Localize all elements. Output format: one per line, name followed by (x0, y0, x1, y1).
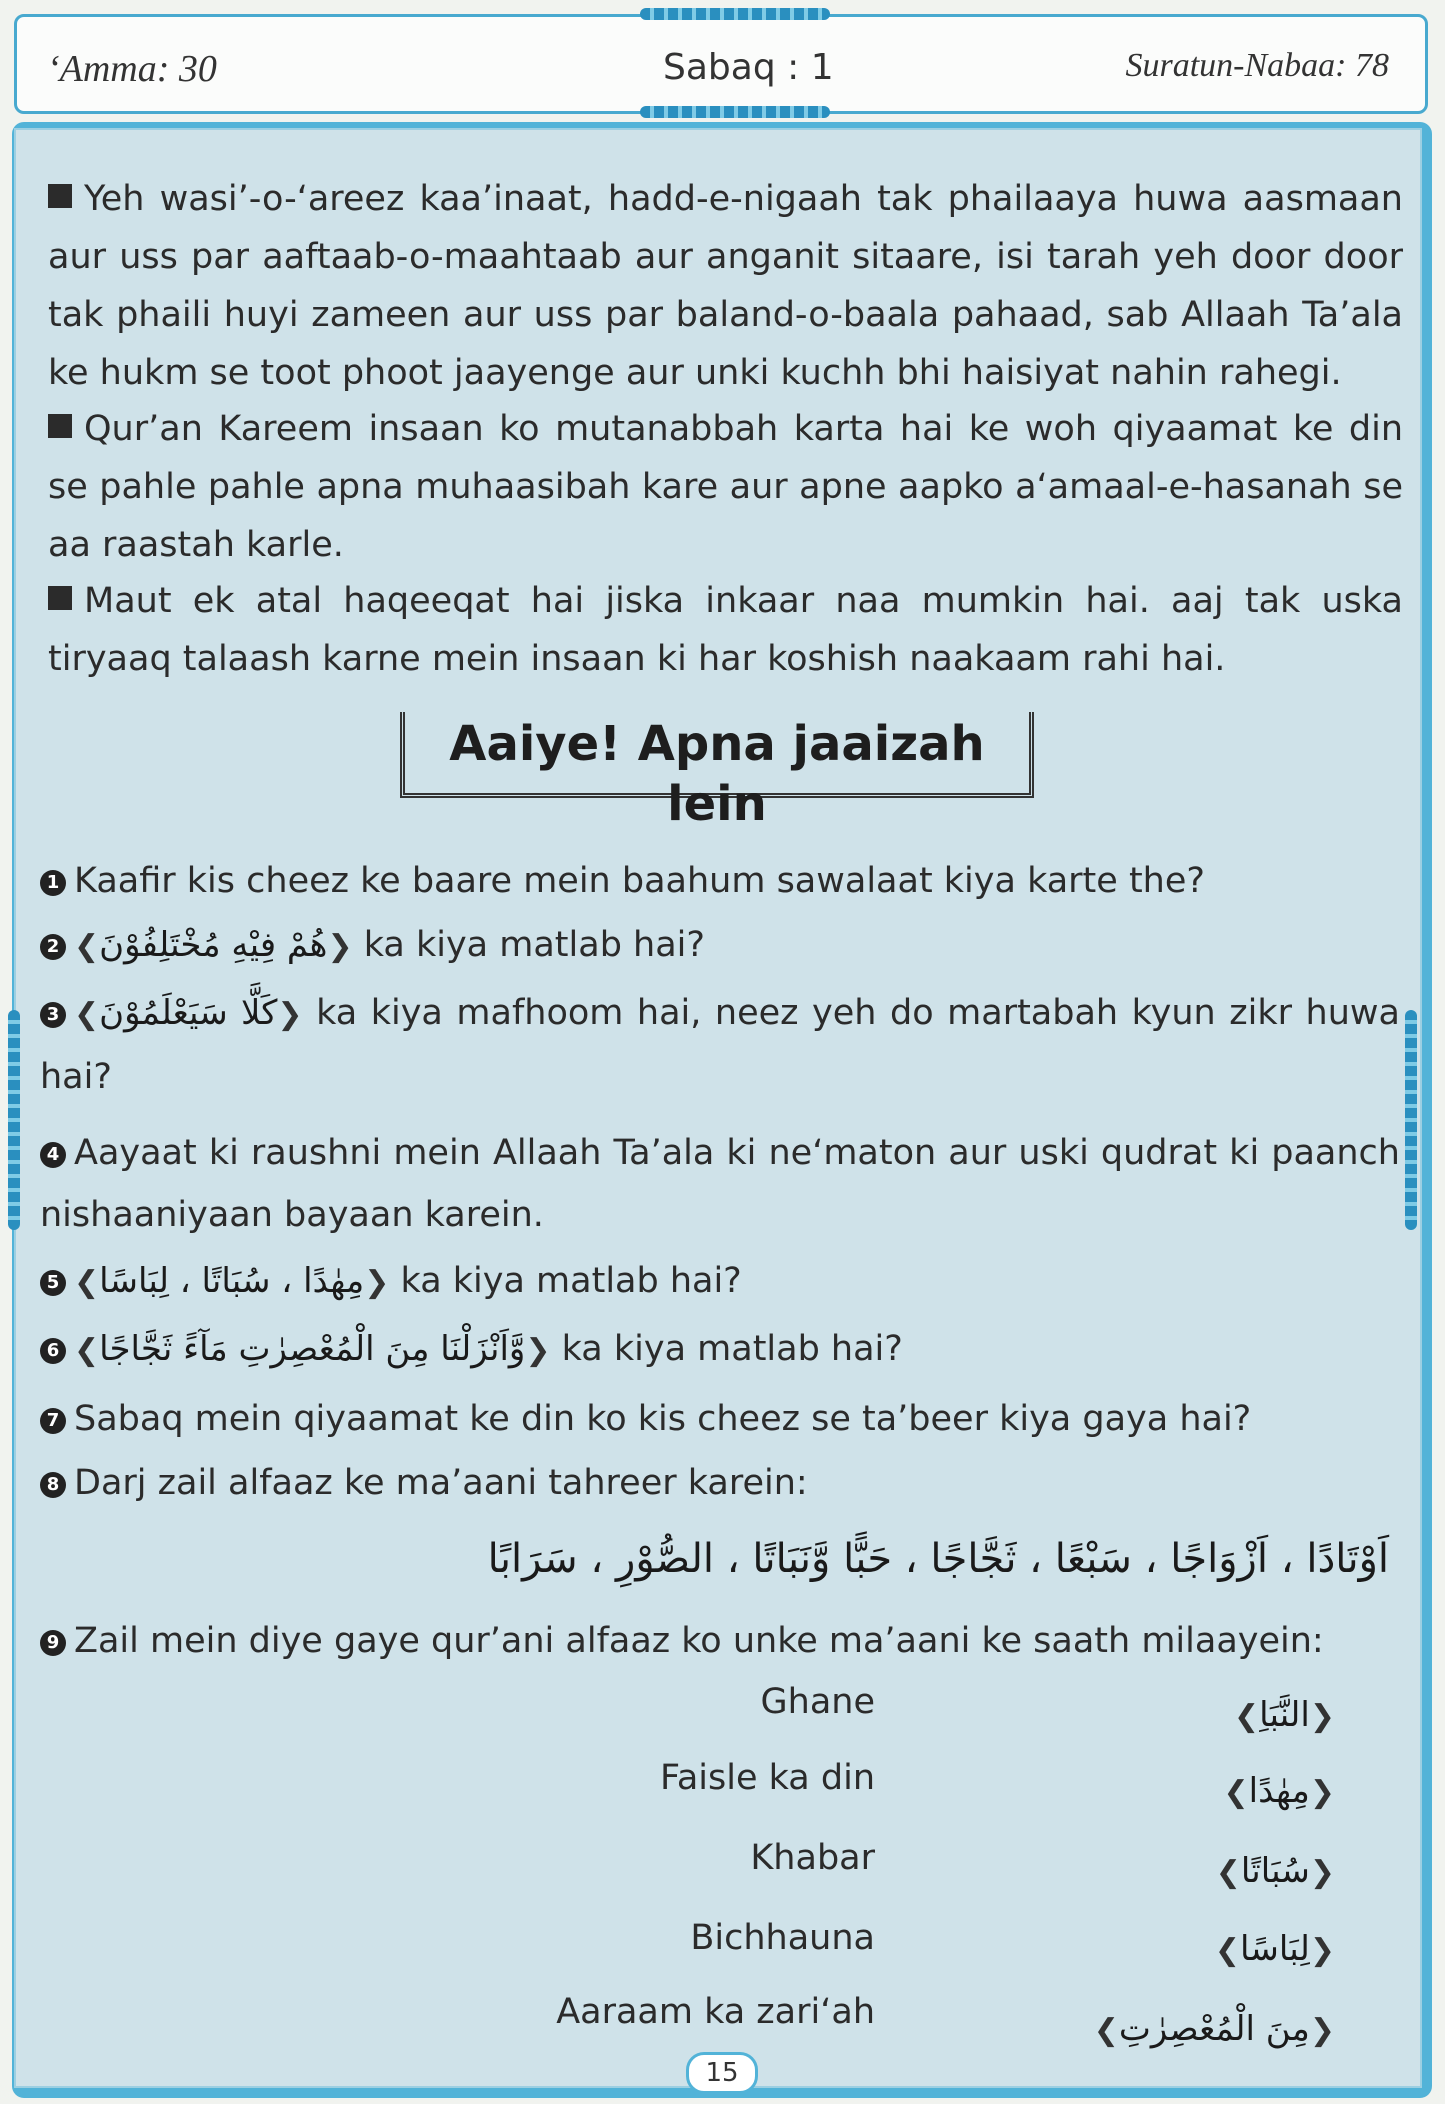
bracket-ornament-icon: ❯ (277, 997, 303, 1032)
number-4-icon: 4 (40, 1142, 66, 1168)
square-bullet-icon (48, 184, 72, 208)
question-8: 8 Darj zail alfaaz ke ma’aani tahreer karein: (40, 1452, 1400, 1514)
square-bullet-icon (48, 586, 72, 610)
match-meaning: Bichhauna (690, 1918, 875, 1958)
match-meaning: Faisle ka din (659, 1758, 875, 1798)
paragraph-2: Qur’an Kareem insaan ko mutanabbah karta hai ke woh qiyaamat ke din se pahle pahle apna muhaasibah kare aur apne aapko a‘amaal-e-hasanah se aa raastah karle. (48, 409, 1403, 565)
number-7-icon: 7 (40, 1408, 66, 1434)
arabic-phrase: كَلَّا سَيَعْلَمُوْنَ (99, 993, 278, 1033)
right-beads-ornament (1405, 1010, 1417, 1230)
match-word: ❮النَّبَاِ❯ (1234, 1695, 1335, 1735)
number-5-icon: 5 (40, 1270, 66, 1296)
question-3: 3 ❮كَلَّا سَيَعْلَمُوْنَ❯ ka kiya mafhoom hai, neez yeh do martabah kyun zikr huwa hai? (40, 993, 1400, 1097)
question-7: 7 Sabaq mein qiyaamat ke din ko kis cheez se ta’beer kiya gaya hai? (40, 1388, 1400, 1450)
paragraph-3: Maut ek atal haqeeqat hai jiska inkaar naa mumkin hai. aaj tak uska tiryaaq talaash karne mein insaan ki har koshish naakaam rahi hai. (48, 581, 1403, 679)
arabic-phrase: وَّاَنْزَلْنَا مِنَ الْمُعْصِرٰتِ مَآءً ثَجَّاجًا (99, 1329, 526, 1369)
bracket-ornament-icon: ❮ (74, 1265, 100, 1300)
question-2: 2 ❮هُمْ فِيْهِ مُخْتَلِفُوْنَ❯ ka kiya matlab hai? (40, 914, 1400, 978)
number-1-icon: 1 (40, 870, 66, 896)
number-6-icon: 6 (40, 1338, 66, 1364)
number-8-icon: 8 (40, 1472, 66, 1498)
question-6: 6 ❮وَّاَنْزَلْنَا مِنَ الْمُعْصِرٰتِ مَآءً ثَجَّاجًا❯ ka kiya matlab hai? (40, 1318, 1400, 1382)
match-word: ❮مِهٰدًا❯ (1223, 1771, 1335, 1811)
question-9: 9 Zail mein diye gaye qur’ani alfaaz ko unke ma’aani ke saath milaayein: (40, 1610, 1400, 1672)
bracket-ornament-icon: ❮ (74, 929, 100, 964)
arabic-phrase: هُمْ فِيْهِ مُخْتَلِفُوْنَ (99, 925, 328, 965)
top-beads-ornament (640, 8, 830, 20)
left-beads-ornament (8, 1010, 20, 1230)
bracket-ornament-icon: ❯ (364, 1265, 390, 1300)
paragraph-1: Yeh wasi’-o-‘areez kaa’inaat, hadd-e-nigaah tak phailaaya huwa aasmaan aur uss par aaftaab-o-maahtaab aur anganit sitaare, isi tarah yeh door door tak phaili huyi zameen aur uss par baland-o-baala pahaad, sab Allaah Ta’ala ke hukm se toot phoot jaayenge aur unki kuchh bhi haisiyat nahin rahegi. (48, 179, 1403, 393)
number-3-icon: 3 (40, 1002, 66, 1028)
match-word: ❮سُبَاتًا❯ (1215, 1851, 1335, 1891)
question-4: 4 Aayaat ki raushni mein Allaah Ta’ala ki ne‘maton aur uski qudrat ki paanch nishaaniyaan bayaan karein. (40, 1133, 1400, 1235)
match-word: ❮لِبَاسًا❯ (1214, 1929, 1335, 1969)
match-word: ❮مِنَ الْمُعْصِرٰتِ❯ (1093, 2009, 1335, 2049)
number-2-icon: 2 (40, 934, 66, 960)
bracket-ornament-icon: ❯ (327, 929, 353, 964)
bracket-ornament-icon: ❮ (74, 1333, 100, 1368)
section-title-box (400, 712, 1034, 832)
header-beads-ornament (640, 106, 830, 118)
lesson-label: Sabaq : 1 (663, 47, 834, 88)
question-1: 1 Kaafir kis cheez ke baare mein baahum sawalaat kiya karte the? (40, 850, 1400, 912)
question-5: 5 ❮مِهٰدًا ، سُبَاتًا ، لِبَاسًا❯ ka kiya matlab hai? (40, 1250, 1400, 1314)
surah-label: Suratun-Nabaa: 78 (1125, 47, 1389, 84)
match-meaning: Aaraam ka zari‘ah (556, 1992, 875, 2032)
match-meaning: Ghane (760, 1682, 875, 1722)
page-header (14, 14, 1428, 114)
juz-label: ‘Amma: 30 (47, 48, 217, 90)
arabic-phrase: مِهٰدًا ، سُبَاتًا ، لِبَاسًا (99, 1261, 365, 1301)
section-title: Aaiye! Apna jaaizah lein (449, 716, 985, 832)
match-meaning: Khabar (750, 1838, 875, 1878)
square-bullet-icon (48, 414, 72, 438)
number-9-icon: 9 (40, 1630, 66, 1656)
page-number: 15 (686, 2052, 758, 2094)
bracket-ornament-icon: ❮ (74, 997, 100, 1032)
bracket-ornament-icon: ❯ (525, 1333, 551, 1368)
arabic-words-list: اَوْتَادًا ، اَزْوَاجًا ، سَبْعًا ، ثَجَّاجًا ، حَبًّا وَّنَبَاتًا ، الصُّوْرِ ، سَرَابًا (487, 1536, 1389, 1582)
